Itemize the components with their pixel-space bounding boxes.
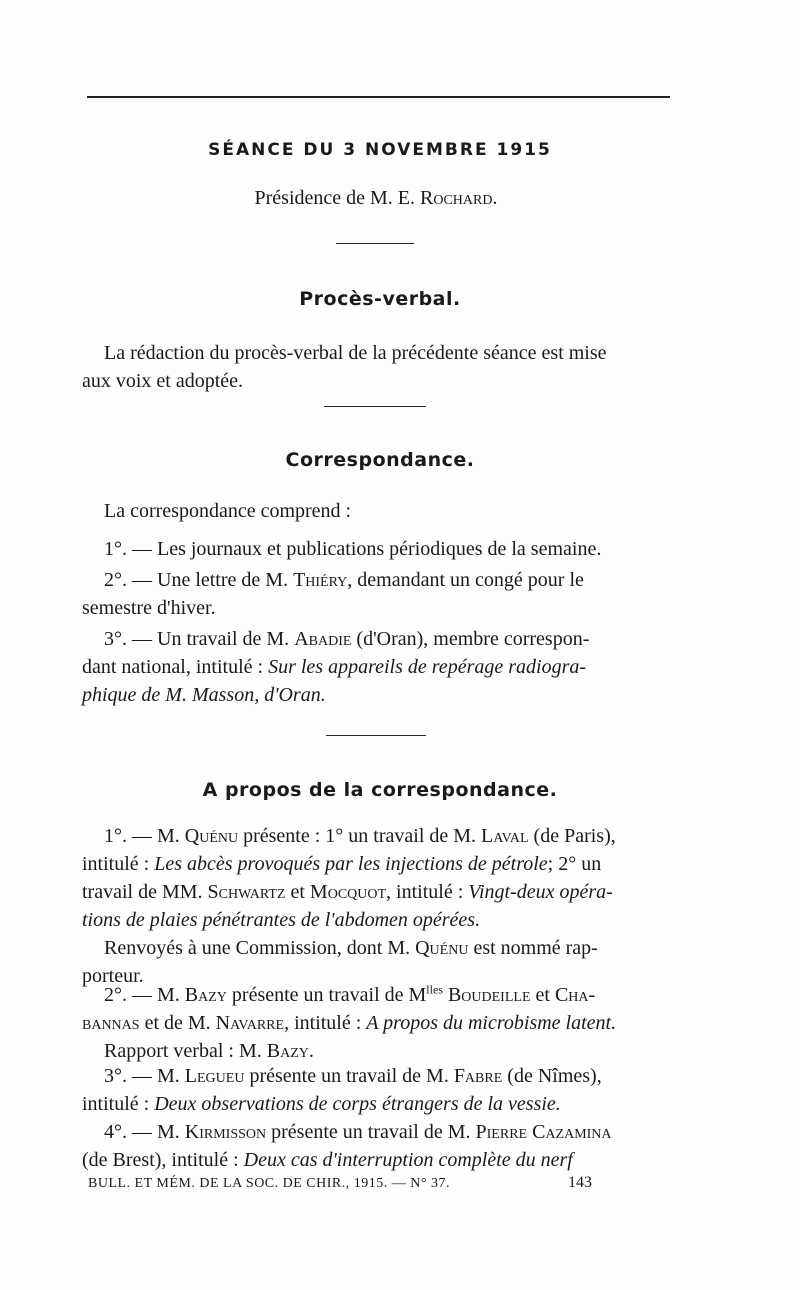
person-name: Quénu bbox=[415, 937, 469, 959]
presidence-name: Rochard bbox=[420, 187, 493, 209]
text-run: intitulé : bbox=[82, 1093, 155, 1115]
text-run: 3°. — M. bbox=[104, 1065, 185, 1087]
text-run: . bbox=[308, 1040, 314, 1062]
text-run: présente un travail de M. bbox=[244, 1065, 454, 1087]
separator-3 bbox=[326, 735, 426, 736]
person-name: Navarre bbox=[215, 1012, 285, 1034]
a-propos-item-2-line-1 bbox=[82, 981, 672, 1009]
person-name: Bazy bbox=[266, 1040, 309, 1062]
person-name: Schwartz bbox=[207, 881, 286, 903]
person-name: Legueu bbox=[184, 1065, 245, 1087]
text-run: présente un travail de M bbox=[226, 984, 427, 1006]
a-propos-item-1 bbox=[82, 822, 672, 990]
person-name: Abadie bbox=[294, 628, 352, 650]
presidence-prefix: Présidence de M. E. bbox=[254, 187, 421, 209]
text-run: présente : 1° un travail de M. bbox=[238, 825, 482, 847]
text-run: 2°. — Une lettre de M. bbox=[104, 569, 294, 591]
journal-footer: BULL. ET MÉM. DE LA SOC. DE CHIR., 1915. — N° 37. bbox=[88, 1176, 450, 1191]
title-italic: Deux cas d'interruption complète du nerf bbox=[243, 1149, 573, 1171]
text-run: dant national, intitulé : bbox=[82, 656, 269, 678]
title-italic: Sur les appareils de repérage radiogra- bbox=[268, 656, 587, 678]
text-run: et bbox=[285, 881, 310, 903]
a-propos-item-1-line-6: porteur. bbox=[82, 965, 144, 987]
person-name: Pierre Cazamina bbox=[475, 1121, 612, 1143]
text-run: 3°. — Un travail de M. bbox=[104, 628, 295, 650]
correspondance-item-2-line-1 bbox=[82, 566, 672, 594]
a-propos-item-2-line-2 bbox=[82, 1009, 672, 1037]
proces-verbal-line-1: La rédaction du procès-verbal de la précédente séance est mise bbox=[104, 342, 607, 364]
title-italic: Deux observations de corps étrangers de la vessie. bbox=[154, 1093, 561, 1115]
section-title-a-propos: A propos de la correspondance. bbox=[202, 779, 558, 801]
person-name: Cha- bbox=[554, 984, 596, 1006]
title-italic: A propos du microbisme latent. bbox=[366, 1012, 617, 1034]
page-number: 143 bbox=[568, 1174, 592, 1191]
correspondance-item-2-line-2: semestre d'hiver. bbox=[82, 597, 216, 619]
text-run: 1°. — M. bbox=[104, 825, 185, 847]
a-propos-item-2-line-3 bbox=[82, 1037, 672, 1065]
a-propos-item-4-line-1 bbox=[82, 1118, 672, 1146]
correspondance-intro bbox=[82, 497, 672, 525]
text-run: 2°. — M. bbox=[104, 984, 185, 1006]
separator-1 bbox=[336, 243, 414, 244]
text-run: ; 2° un bbox=[547, 853, 602, 875]
presidence-suffix: . bbox=[492, 187, 498, 209]
text-run: 4°. — M. bbox=[104, 1121, 185, 1143]
person-name: Laval bbox=[481, 825, 529, 847]
seance-title: SÉANCE DU 3 NOVEMBRE 1915 bbox=[208, 140, 552, 160]
correspondance-item-1 bbox=[82, 535, 672, 563]
section-title-proces-verbal: Procès-verbal. bbox=[299, 288, 461, 310]
text-run: Rapport verbal : M. bbox=[104, 1040, 267, 1062]
person-name: Mocquot bbox=[309, 881, 387, 903]
text-run: , intitulé : bbox=[386, 881, 469, 903]
text-run: et bbox=[530, 984, 555, 1006]
correspondance-item-2 bbox=[82, 566, 672, 622]
correspondance-item-3-line-1 bbox=[82, 625, 672, 653]
text-run: et de M. bbox=[139, 1012, 216, 1034]
person-name: Fabre bbox=[453, 1065, 503, 1087]
correspondance-item-3 bbox=[82, 625, 672, 709]
a-propos-item-1-line-5 bbox=[82, 934, 672, 962]
text-run: intitulé : bbox=[82, 853, 155, 875]
presidence-line bbox=[0, 184, 752, 212]
text-run: Renvoyés à une Commission, dont M. bbox=[104, 937, 416, 959]
person-name: bannas bbox=[82, 1012, 140, 1034]
title-italic: Les abcès provoqués par les injections de pétrole bbox=[154, 853, 548, 875]
a-propos-item-3 bbox=[82, 1062, 672, 1118]
a-propos-item-1-line-2 bbox=[82, 850, 672, 878]
a-propos-item-1-line-3 bbox=[82, 878, 672, 906]
text-run: est nommé rap- bbox=[468, 937, 598, 959]
correspondance-item-3-line-3 bbox=[82, 681, 672, 709]
a-propos-item-4 bbox=[82, 1118, 672, 1174]
superscript: lles bbox=[426, 982, 443, 997]
text-run: , demandant un congé pour le bbox=[347, 569, 584, 591]
title-italic: tions de plaies pénétrantes de l'abdomen opérées. bbox=[82, 909, 481, 931]
text-run: (d'Oran), membre correspon- bbox=[351, 628, 590, 650]
text-run: (de Paris), bbox=[528, 825, 616, 847]
a-propos-item-3-line-1 bbox=[82, 1062, 672, 1090]
text-run: (de Nîmes), bbox=[502, 1065, 602, 1087]
person-name: Kirmisson bbox=[184, 1121, 267, 1143]
title-italic: Vingt-deux opéra- bbox=[468, 881, 613, 903]
correspondance-item-3-line-2 bbox=[82, 653, 672, 681]
text-run: travail de MM. bbox=[82, 881, 208, 903]
a-propos-item-1-line-4 bbox=[82, 906, 672, 934]
correspondance-item-1-text: 1°. — Les journaux et publications périodiques de la semaine. bbox=[104, 538, 602, 560]
text-run: (de Brest), intitulé : bbox=[82, 1149, 244, 1171]
correspondance-intro-text: La correspondance comprend : bbox=[104, 500, 352, 522]
text-run: présente un travail de M. bbox=[266, 1121, 476, 1143]
person-name: Thiéry bbox=[293, 569, 348, 591]
title-italic: phique de M. Masson, d'Oran. bbox=[82, 684, 326, 706]
a-propos-item-2 bbox=[82, 981, 672, 1065]
person-name: Quénu bbox=[184, 825, 239, 847]
proces-verbal-line-2: aux voix et adoptée. bbox=[82, 370, 244, 392]
proces-verbal-paragraph bbox=[82, 339, 672, 395]
separator-2 bbox=[324, 406, 426, 407]
a-propos-item-4-line-2 bbox=[82, 1146, 672, 1174]
text-run: , intitulé : bbox=[284, 1012, 367, 1034]
top-rule bbox=[87, 96, 670, 98]
a-propos-item-1-line-1 bbox=[82, 822, 672, 850]
section-title-correspondance: Correspondance. bbox=[285, 449, 475, 471]
a-propos-item-3-line-2 bbox=[82, 1090, 672, 1118]
person-name: Boudeille bbox=[447, 984, 531, 1006]
person-name: Bazy bbox=[184, 984, 227, 1006]
